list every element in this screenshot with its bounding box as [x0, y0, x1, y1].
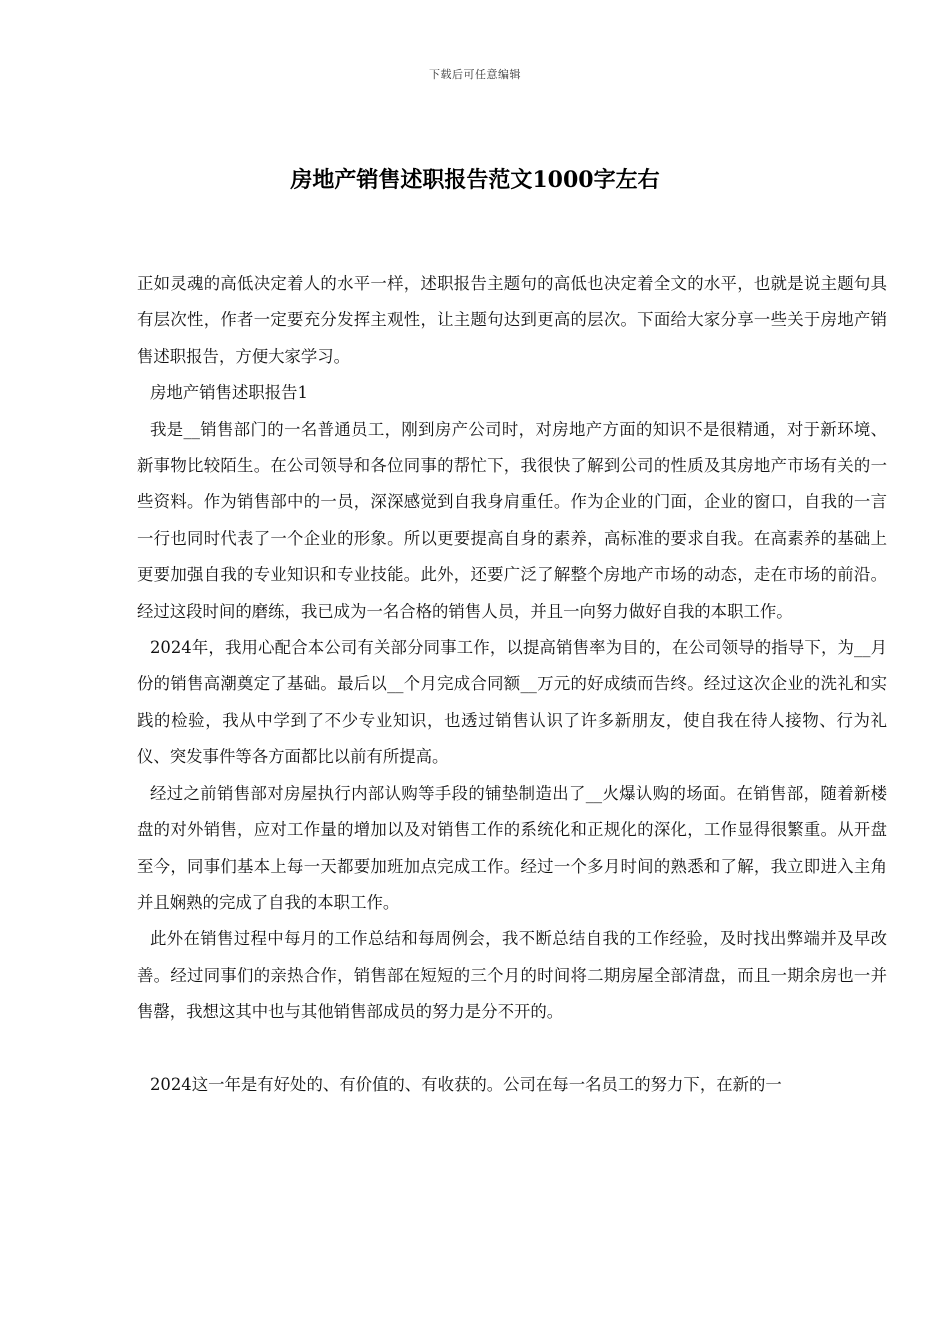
header-note: 下载后可任意编辑 — [429, 68, 521, 81]
paragraph-spacer — [137, 1031, 887, 1067]
body-paragraph: 经过之前销售部对房屋执行内部认购等手段的铺垫制造出了__火爆认购的场面。在销售部，随着新楼盘的对外销售，应对工作量的增加以及对销售工作的系统化和正规化的深化，工作显得很繁重。从开盘至今，同事们基本上每一天都要加班加点完成工作。经过一个多月时间的熟悉和了解，我立即进入主角并且娴熟的完成了自我的本职工作。 — [137, 783, 887, 912]
body-paragraph: 2024年，我用心配合本公司有关部分同事工作，以提高销售率为目的，在公司领导的指导下，为__月份的销售高潮奠定了基础。最后以__个月完成合同额__万元的好成绩而告终。经过这次企业的洗礼和实践的检验，我从中学到了不少专业知识，也透过销售认识了许多新朋友，使自我在待人接物、行为礼仪、突发事件等各方面都比以前有所提高。 — [137, 638, 887, 767]
document-body — [137, 266, 887, 1103]
section-heading: 房地产销售述职报告1 — [150, 383, 308, 403]
body-paragraph: 此外在销售过程中每月的工作总结和每周例会，我不断总结自我的工作经验，及时找出弊端并及早改善。经过同事们的亲热合作，销售部在短短的三个月的时间将二期房屋全部清盘，而且一期余房也一并售罄，我想这其中也与其他销售部成员的努力是分不开的。 — [137, 929, 887, 1022]
body-paragraph: 2024这一年是有好处的、有价值的、有收获的。公司在每一名员工的努力下，在新的一 — [150, 1074, 782, 1094]
document-title: 房地产销售述职报告范文1000字左右 — [290, 167, 660, 193]
body-paragraph: 我是__销售部门的一名普通员工，刚到房产公司时，对房地产方面的知识不是很精通，对于新环境、新事物比较陌生。在公司领导和各位同事的帮忙下，我很快了解到公司的性质及其房地产市场有关的一些资料。作为销售部中的一员，深深感觉到自我身肩重任。作为企业的门面，企业的窗口，自我的一言一行也同时代表了一个企业的形象。所以更要提高自身的素养，高标准的要求自我。在高素养的基础上更要加强自我的专业知识和专业技能。此外，还要广泛了解整个房地产市场的动态，走在市场的前沿。经过这段时间的磨练，我已成为一名合格的销售人员，并且一向努力做好自我的本职工作。 — [137, 419, 887, 621]
intro-paragraph: 正如灵魂的高低决定着人的水平一样，述职报告主题句的高低也决定着全文的水平，也就是说主题句具有层次性，作者一定要充分发挥主观性，让主题句达到更高的层次。下面给大家分享一些关于房地产销售述职报告，方便大家学习。 — [137, 274, 887, 366]
